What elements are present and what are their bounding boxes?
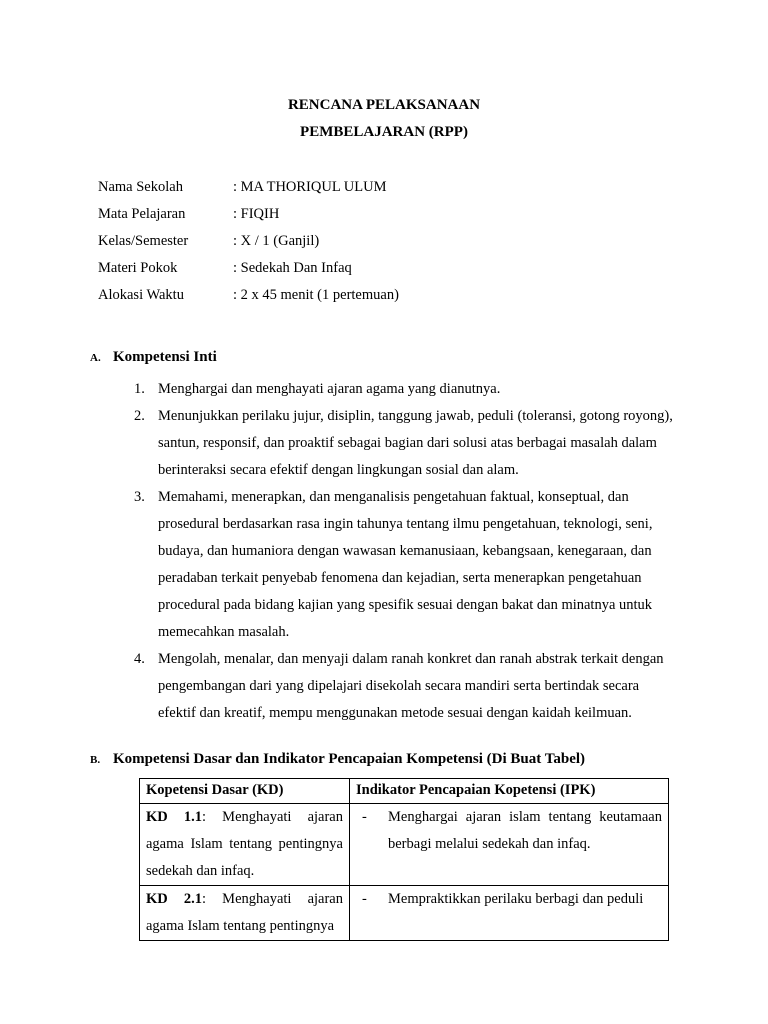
doc-title-line1: RENCANA PELAKSANAAN [287, 97, 481, 113]
info-value: : 2 x 45 menit (1 pertemuan) [233, 287, 399, 303]
info-value: : X / 1 (Ganjil) [233, 233, 320, 249]
info-label: Materi Pokok [98, 260, 178, 276]
info-label: Mata Pelajaran [98, 206, 186, 222]
list-text: Menghargai dan menghayati ajaran agama yang dianutnya. [158, 381, 501, 397]
section-b-heading [90, 751, 585, 768]
ipk-cell [350, 886, 669, 941]
list-text: Memahami, menerapkan, dan menganalisis pengetahuan faktual, konseptual, dan prosedural berdasarkan rasa ingin tahunya tentang ilmu pengetahuan, teknologi, seni, budaya, dan humaniora dengan wawasan kemanusiaan, kebangsaan, kenegaraan, dan peradaban terkait penyebab fenomena dan kejadian, serta menerapkan pengetahuan procedural pada bidang kajian yang spesifik sesuai dengan bakat dan minatnya untuk memecahkan masalah. [158, 489, 653, 640]
list-number: 4. [134, 651, 145, 667]
ipk-text: Menghargai ajaran islam tentang keutamaan berbagi melalui sedekah dan infaq. [388, 809, 662, 852]
list-item [134, 376, 674, 403]
list-number: 3. [134, 489, 145, 505]
kd-text: : Menghayati ajaran agama Islam tentang pentingnya sedekah dan infaq. [146, 809, 343, 879]
info-row-class [98, 232, 399, 259]
doc-title-line2: PEMBELAJARAN (RPP) [300, 124, 468, 140]
table-header-ipk: Indikator Pencapaian Kopetensi (IPK) [350, 779, 669, 804]
info-value: : Sedekah Dan Infaq [233, 260, 352, 276]
info-row-subject [98, 205, 399, 232]
core-competency-list [134, 376, 674, 727]
ipk-dash: - [362, 891, 367, 907]
info-row-time [98, 286, 399, 313]
section-letter: B. [90, 754, 101, 766]
info-row-school [98, 178, 399, 205]
ipk-dash: - [362, 809, 367, 825]
table-row [140, 804, 669, 886]
info-value: : MA THORIQUL ULUM [233, 179, 387, 195]
ipk-cell [350, 804, 669, 886]
table-row [140, 886, 669, 941]
list-item [134, 484, 674, 646]
section-title: Kompetensi Inti [113, 349, 217, 365]
kd-cell [140, 804, 350, 886]
info-value: : FIQIH [233, 206, 280, 222]
list-number: 2. [134, 408, 145, 424]
section-a-heading [90, 349, 217, 366]
competency-table [139, 778, 669, 941]
kd-code: KD 1.1 [146, 809, 203, 825]
info-label: Kelas/Semester [98, 233, 189, 249]
kd-text: : Menghayati ajaran agama Islam tentang pentingnya [146, 891, 343, 934]
section-letter: A. [90, 352, 101, 364]
kd-cell [140, 886, 350, 941]
section-title: Kompetensi Dasar dan Indikator Pencapaian Kompetensi (Di Buat Tabel) [113, 751, 586, 767]
table-header-kd: Kopetensi Dasar (KD) [140, 779, 350, 804]
identity-block [98, 178, 399, 313]
list-number: 1. [134, 381, 145, 397]
info-row-material [98, 259, 399, 286]
kd-code: KD 2.1 [146, 891, 203, 907]
info-label: Nama Sekolah [98, 179, 183, 195]
list-text: Menunjukkan perilaku jujur, disiplin, tanggung jawab, peduli (toleransi, gotong royong), santun, responsif, dan proaktif sebagai bagian dari solusi atas berbagai masalah dalam berinteraksi secara efektif dengan lingkungan sosial dan alam. [158, 408, 673, 478]
list-text: Mengolah, menalar, dan menyaji dalam ranah konkret dan ranah abstrak terkait dengan pengembangan dari yang dipelajari disekolah secara mandiri serta bertindak secara efektif dan kreatif, mempu menggunakan metode sesuai dengan kaidah keilmuan. [158, 651, 664, 721]
info-label: Alokasi Waktu [98, 287, 184, 303]
table-header-row [140, 779, 669, 804]
list-item [134, 403, 674, 484]
ipk-text: Mempraktikkan perilaku berbagi dan peduli [388, 891, 644, 907]
list-item [134, 646, 674, 727]
